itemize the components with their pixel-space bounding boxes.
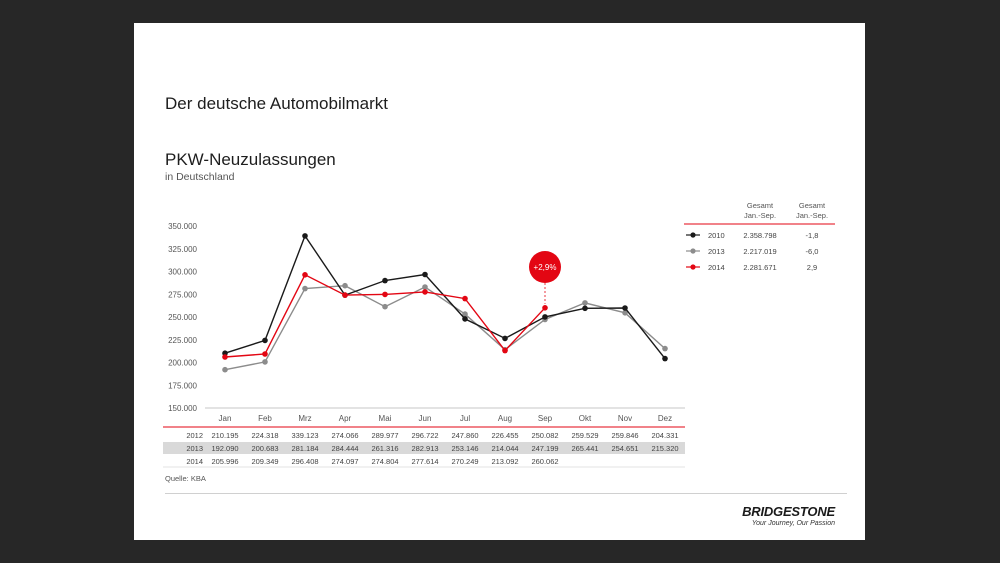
series-line-2012: [225, 236, 665, 359]
y-tick-label: 200.000: [168, 358, 197, 368]
table-cell: 200.683: [251, 444, 279, 453]
data-point-2012: [262, 338, 268, 344]
legend-header-change: Jan.-Sep.: [795, 211, 829, 220]
table-cell: 210.195: [211, 431, 239, 440]
legend-total: 2.217.019: [743, 247, 777, 256]
x-tick-label: Aug: [497, 414, 513, 423]
x-tick-label: Feb: [258, 414, 272, 423]
legend-swatch-marker: [690, 264, 695, 269]
x-tick-label: Mrz: [298, 414, 312, 423]
brand-name: BRIDGESTONE: [742, 504, 835, 519]
table-row-year: 2012: [186, 431, 203, 440]
legend-swatch-marker: [690, 232, 695, 237]
table-cell: 254.651: [611, 444, 639, 453]
table-cell: 192.090: [211, 444, 239, 453]
data-point-2014: [342, 292, 348, 298]
table-cell: 260.062: [531, 457, 559, 466]
data-point-2012: [382, 278, 388, 284]
data-point-2014: [462, 296, 468, 302]
data-point-2013: [582, 300, 588, 306]
brand-tagline: Your Journey, Our Passion: [751, 520, 835, 527]
data-point-2012: [662, 356, 668, 362]
data-point-2014: [302, 272, 308, 278]
series-line-2013: [225, 286, 665, 370]
y-tick-label: 225.000: [168, 335, 197, 345]
x-tick-label: Mai: [378, 414, 392, 423]
y-tick-label: 150.000: [168, 404, 197, 413]
data-point-2013: [422, 284, 428, 290]
legend-total: 2.281.671: [743, 263, 777, 272]
table-cell: 209.349: [251, 457, 279, 466]
table-cell: 296.722: [411, 431, 439, 440]
table-cell: 270.249: [451, 457, 479, 466]
table-cell: 274.804: [371, 457, 399, 466]
x-tick-label: Dez: [657, 414, 673, 423]
data-point-2014: [422, 289, 428, 295]
data-point-2014: [542, 305, 548, 311]
x-tick-label: Jan: [218, 414, 232, 423]
table-cell: 261.316: [371, 444, 399, 453]
data-point-2013: [222, 367, 228, 373]
table-cell: 274.097: [331, 457, 359, 466]
table-cell: 284.444: [331, 444, 359, 453]
data-point-2013: [302, 286, 308, 292]
callout-text: +2,9%: [533, 263, 557, 272]
series-line-2014: [225, 275, 545, 357]
table-cell: 281.184: [291, 444, 319, 453]
y-tick-label: 325.000: [168, 244, 197, 254]
y-tick-label: 250.000: [168, 313, 197, 322]
data-point-2012: [622, 305, 628, 311]
legend-header-total: Gesamt: [746, 201, 774, 210]
y-tick-label: 175.000: [168, 381, 197, 391]
table-cell: 213.092: [491, 457, 519, 466]
table-cell: 226.455: [491, 431, 519, 440]
data-point-2013: [342, 283, 348, 289]
legend-change: -1,8: [805, 231, 819, 240]
table-row-year: 2013: [186, 444, 203, 453]
legend-total: 2.358.798: [743, 231, 777, 240]
legend-change: -6,0: [805, 247, 819, 256]
y-tick-label: 275.000: [168, 290, 197, 300]
legend-swatch-marker: [690, 248, 695, 253]
y-tick-label: 300.000: [168, 267, 197, 277]
table-cell: 250.082: [531, 431, 559, 440]
data-point-2012: [582, 306, 588, 312]
x-tick-label: Nov: [617, 414, 633, 423]
data-point-2012: [542, 314, 548, 320]
chart-title: PKW-Neuzulassungen: [165, 150, 336, 169]
table-cell: 205.996: [211, 457, 239, 466]
legend-year: 2013: [708, 247, 725, 256]
table-cell: 259.846: [611, 431, 639, 440]
x-tick-label: Jul: [459, 414, 471, 423]
data-point-2012: [502, 336, 508, 342]
legend-header-change: Gesamt: [798, 201, 826, 210]
data-point-2014: [382, 292, 388, 298]
table-cell: 204.331: [651, 431, 679, 440]
x-tick-label: Okt: [578, 414, 592, 423]
table-cell: 277.614: [411, 457, 439, 466]
source-note: Quelle: KBA: [165, 474, 206, 483]
table-cell: 289.977: [371, 431, 399, 440]
table-cell: 339.123: [291, 431, 319, 440]
data-point-2013: [262, 359, 268, 365]
data-point-2012: [302, 233, 308, 239]
table-cell: 247.860: [451, 431, 479, 440]
table-cell: 259.529: [571, 431, 599, 440]
legend-year: 2010: [708, 231, 725, 240]
legend-year: 2014: [708, 263, 725, 272]
y-tick-label: 350.000: [168, 222, 197, 231]
table-cell: 224.318: [251, 431, 279, 440]
data-point-2012: [422, 272, 428, 278]
table-row-year: 2014: [186, 457, 203, 466]
table-cell: 265.441: [571, 444, 599, 453]
data-point-2012: [462, 316, 468, 322]
table-cell: 253.146: [451, 444, 479, 453]
table-cell: 214.044: [491, 444, 519, 453]
table-cell: 247.199: [531, 444, 559, 453]
table-cell: 215.320: [651, 444, 679, 453]
data-point-2013: [662, 346, 668, 352]
x-tick-label: Sep: [537, 414, 553, 423]
data-point-2014: [262, 351, 268, 357]
x-tick-label: Apr: [338, 414, 352, 423]
chart-subtitle: in Deutschland: [165, 171, 235, 183]
legend-header-total: Jan.-Sep.: [743, 211, 777, 220]
x-tick-label: Jun: [418, 414, 432, 423]
legend-change: 2,9: [806, 263, 818, 272]
table-cell: 282.913: [411, 444, 439, 453]
data-point-2013: [382, 304, 388, 310]
table-cell: 274.066: [331, 431, 359, 440]
table-cell: 296.408: [291, 457, 319, 466]
page-title: Der deutsche Automobilmarkt: [165, 94, 388, 113]
data-point-2014: [222, 354, 228, 360]
data-point-2014: [502, 348, 508, 354]
